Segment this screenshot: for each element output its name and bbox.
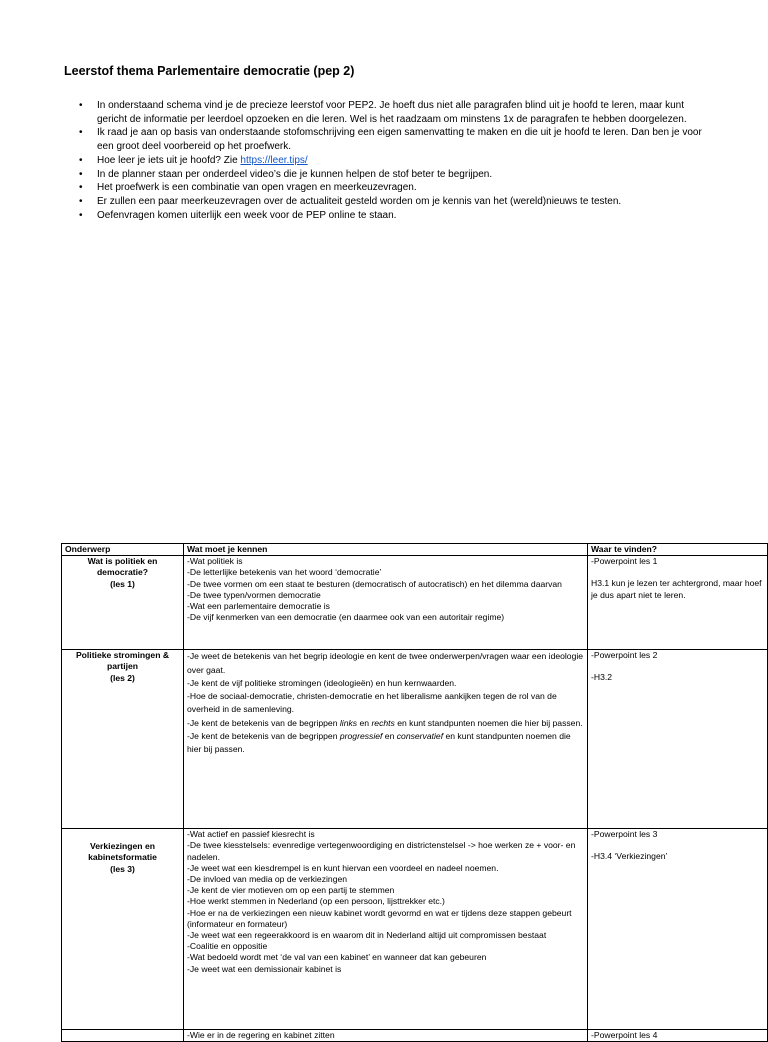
topic-cell: Politieke stromingen & partijen (les 2) bbox=[62, 650, 184, 829]
list-item: • Er zullen een paar meerkeuzevragen over de actualiteit gesteld worden om je kennis van het (wereld)nieuws te testen. bbox=[79, 195, 622, 207]
bullet-icon: • bbox=[79, 195, 83, 207]
content-cell: -Wat actief en passief kiesrecht is -De twee kiesstelsels: evenredige vertegenwoordiging en districtenstelsel -> hoe werken ze + voor- en nadelen. -Je weet wat een kiesdrempel is en kunt hiervan een voordeel en nadeel noemen. -De invloed van media op de verkiezingen -Je kent de vier motieven om op een partij te stemmen -Hoe werkt stemmen in Nederland (op een persoon, lijsttrekker etc.) -Hoe er na de verkiezingen een nieuw kabinet wordt gevormd en wat er tijdens deze stappen gebeurt (informateur en formateur) -Je weet wat een regeerakkoord is en waarom dit in Nederland altijd uit compromissen bestaat -Coalitie en oppositie -Wat bedoeld wordt met ‘de val van een kabinet’ en wanneer dat kan gebeuren -Je weet wat een demissionair kabinet is bbox=[184, 829, 588, 1030]
table-row bbox=[62, 829, 768, 1030]
leerstof-table bbox=[61, 543, 768, 1042]
bullet-icon: • bbox=[79, 168, 83, 180]
header-wat-moet-je-kennen: Wat moet je kennen bbox=[184, 544, 588, 556]
table-header-row bbox=[62, 544, 768, 556]
list-item: • Het proefwerk is een combinatie van open vragen en meerkeuzevragen. bbox=[79, 182, 417, 194]
source-cell: -Powerpoint les 2 -H3.2 bbox=[588, 650, 768, 829]
table-row bbox=[62, 1030, 768, 1042]
topic-cell bbox=[62, 1030, 184, 1042]
leer-tips-link[interactable]: https://leer.tips/ bbox=[240, 154, 308, 166]
content-cell: -Je weet de betekenis van het begrip ideologie en kent de twee onderwerpen/vragen waar een ideologie over gaat. -Je kent de vijf politieke stromingen (ideologieën) en hun kernwaarden. -Hoe de sociaal-democratie, christen-democratie en het liberalisme aankijken tegen de rol van de overheid in de samenleving. -Je kent de betekenis van de begrippen links en rechts en kunt standpunten noemen die hier bij passen. -Je kent de betekenis van de begrippen progressief en conservatief en kunt standpunten noemen die hier bij passen. bbox=[184, 650, 588, 829]
header-onderwerp: Onderwerp bbox=[62, 544, 184, 556]
bullet-icon: • bbox=[79, 154, 83, 166]
source-cell: -Powerpoint les 1 H3.1 kun je lezen ter achtergrond, maar hoef je dus apart niet te leren. bbox=[588, 556, 768, 650]
bullet-icon: • bbox=[79, 100, 83, 111]
topic-cell: Verkiezingen en kabinetsformatie (les 3) bbox=[62, 829, 184, 1030]
list-item: • Hoe leer je iets uit je hoofd? Zie https://leer.tips/ bbox=[79, 154, 308, 166]
table-row bbox=[62, 650, 768, 829]
list-item: • Ik raad je aan op basis van onderstaande stofomschrijving een eigen samenvatting te maken en die uit je hoofd te leren. Dan ben je voor een groot deel voorbereid op het proefwerk. bbox=[79, 127, 702, 153]
links-rechts-item: -Je kent de betekenis van de begrippen links en rechts en kunt standpunten noemen die hier bij passen. bbox=[187, 717, 583, 728]
content-cell: -Wie er in de regering en kabinet zitten bbox=[184, 1030, 588, 1042]
progressief-conservatief-item: -Je kent de betekenis van de begrippen progressief en conservatief en kunt standpunten noemen die hier bij passen. bbox=[187, 730, 571, 755]
bullet-icon: • bbox=[79, 127, 83, 139]
list-item: • In de planner staan per onderdeel video’s die je kunnen helpen de stof beter te begrijpen. bbox=[79, 168, 493, 180]
instructions-list bbox=[79, 99, 708, 222]
page-title: Leerstof thema Parlementaire democratie (pep 2) bbox=[64, 64, 355, 78]
source-cell: -Powerpoint les 4 bbox=[588, 1030, 768, 1042]
list-item: • In onderstaand schema vind je de precieze leerstof voor PEP2. Je hoeft dus niet alle paragrafen blind uit je hoofd te leren, maar kunt gericht de informatie per leerdoel opzoeken en die leren. Wel is het raadzaam om minstens 1x de paragrafen te hebben doorgelezen. bbox=[79, 100, 687, 125]
bullet-icon: • bbox=[79, 182, 83, 194]
topic-cell: Wat is politiek en democratie? (les 1) bbox=[62, 556, 184, 650]
list-item: • Oefenvragen komen uiterlijk een week voor de PEP online te staan. bbox=[79, 209, 397, 221]
content-cell: -Wat politiek is -De letterlijke betekenis van het woord ‘democratie’ -De twee vormen om een staat te besturen (democratisch of autocratisch) en het dilemma daarvan -De twee typen/vormen democratie -Wat een parlementaire democratie is -De vijf kenmerken van een democratie (en daarmee ook van een autoritair regime) bbox=[184, 556, 588, 650]
source-cell: -Powerpoint les 3 -H3.4 ‘Verkiezingen’ bbox=[588, 829, 768, 1030]
bullet-icon: • bbox=[79, 209, 83, 221]
header-waar-te-vinden: Waar te vinden? bbox=[588, 544, 768, 556]
table-row bbox=[62, 556, 768, 650]
